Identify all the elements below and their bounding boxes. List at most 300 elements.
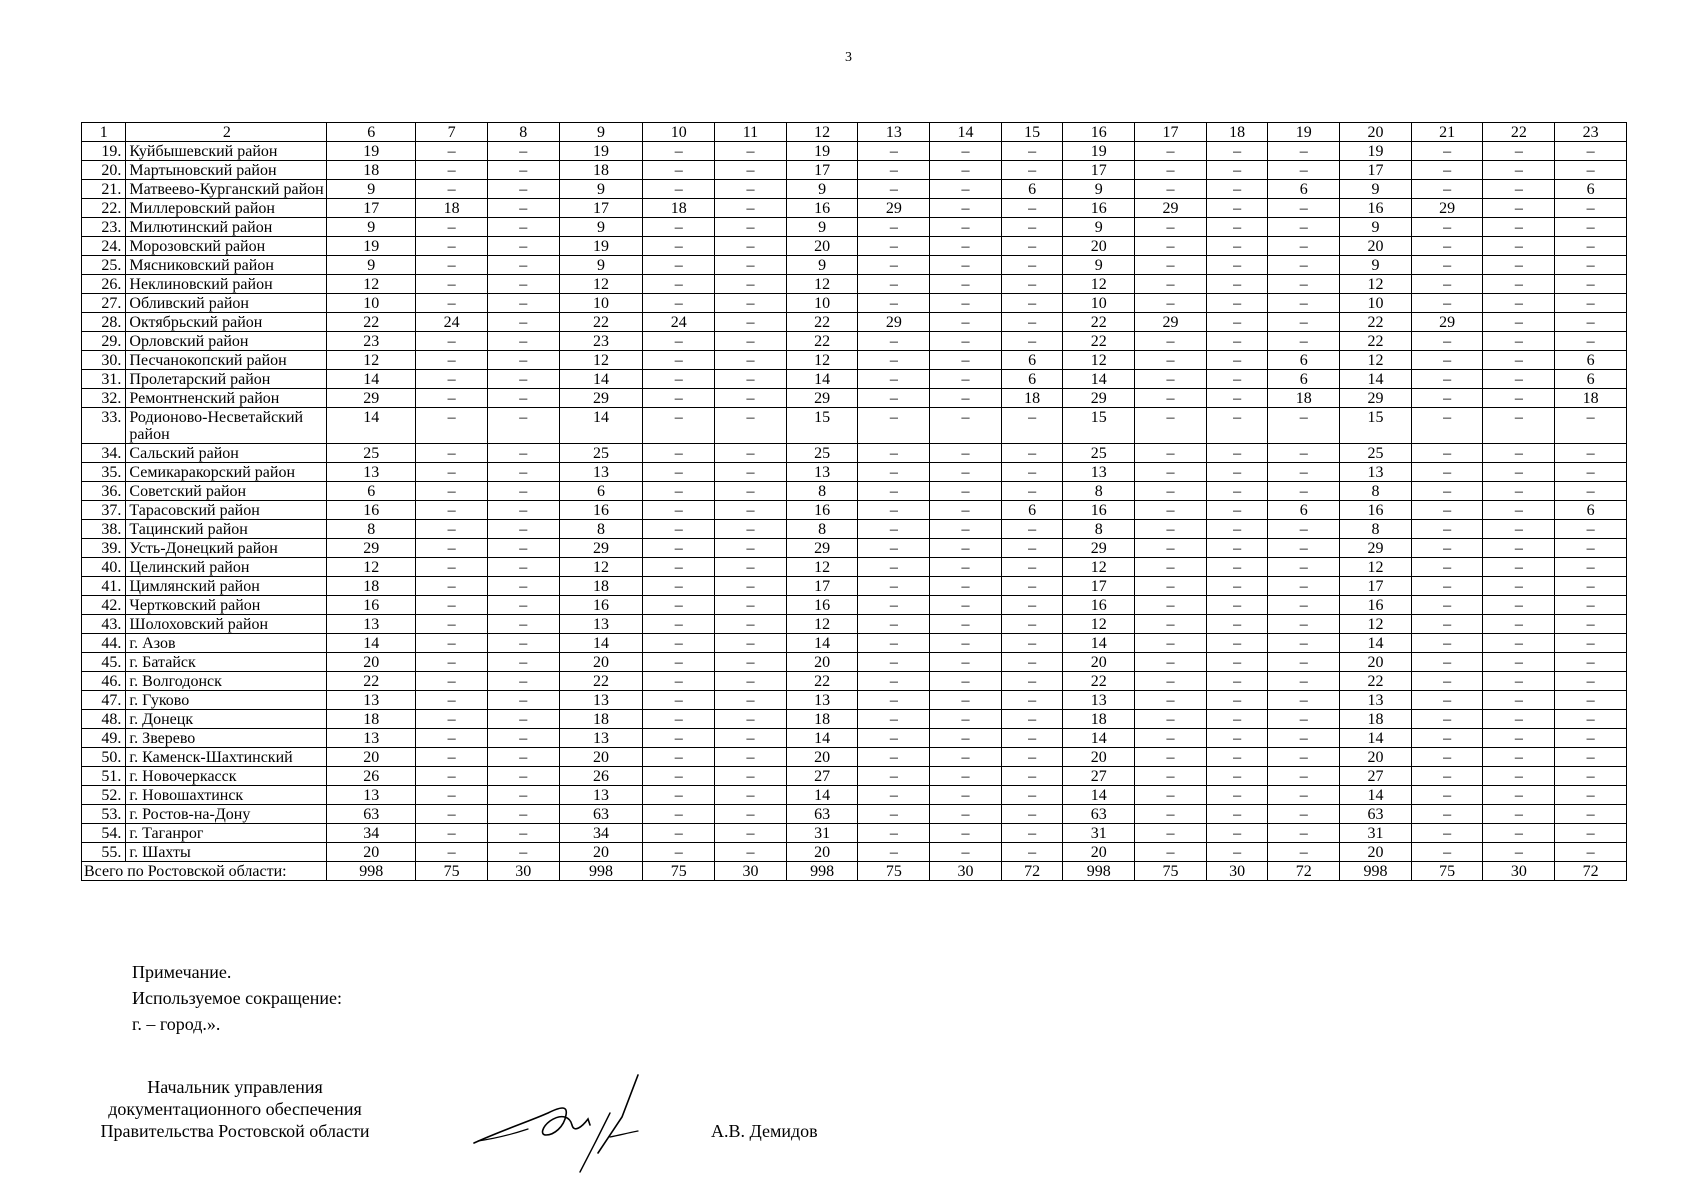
table-cell: – bbox=[1001, 218, 1063, 237]
table-cell: – bbox=[1206, 351, 1268, 370]
table-row bbox=[82, 786, 1627, 805]
table-cell: 29 bbox=[327, 389, 416, 408]
table-cell: 27 bbox=[1340, 767, 1412, 786]
table-cell: – bbox=[858, 710, 930, 729]
table-cell: – bbox=[930, 237, 1002, 256]
row-number: 35. bbox=[82, 463, 126, 482]
column-header: 16 bbox=[1063, 123, 1135, 142]
total-row bbox=[82, 862, 1627, 881]
row-number: 51. bbox=[82, 767, 126, 786]
table-cell: – bbox=[1206, 180, 1268, 199]
row-number: 29. bbox=[82, 332, 126, 351]
table-cell: – bbox=[643, 275, 715, 294]
table-cell: – bbox=[715, 501, 787, 520]
table-cell: – bbox=[1135, 161, 1207, 180]
table-cell: 13 bbox=[327, 729, 416, 748]
table-cell: – bbox=[1483, 577, 1555, 596]
column-header: 12 bbox=[786, 123, 858, 142]
table-cell: – bbox=[643, 786, 715, 805]
table-cell: – bbox=[715, 444, 787, 463]
table-cell: 13 bbox=[1063, 463, 1135, 482]
table-cell: – bbox=[1206, 615, 1268, 634]
table-cell: 10 bbox=[1340, 294, 1412, 313]
table-cell: – bbox=[930, 501, 1002, 520]
table-cell: 13 bbox=[786, 691, 858, 710]
table-row bbox=[82, 408, 1627, 444]
table-cell: – bbox=[487, 482, 559, 501]
table-cell: 20 bbox=[786, 237, 858, 256]
table-cell: – bbox=[1555, 786, 1627, 805]
table-cell: 20 bbox=[1340, 653, 1412, 672]
table-row bbox=[82, 710, 1627, 729]
table-cell: – bbox=[1411, 256, 1483, 275]
table-cell: – bbox=[1555, 408, 1627, 444]
table-cell: – bbox=[715, 161, 787, 180]
table-cell: 12 bbox=[1063, 558, 1135, 577]
district-name: г. Донецк bbox=[126, 710, 327, 729]
total-cell: 75 bbox=[1411, 862, 1483, 881]
table-cell: – bbox=[858, 824, 930, 843]
table-cell: – bbox=[858, 501, 930, 520]
district-name: Усть-Донецкий район bbox=[126, 539, 327, 558]
table-cell: – bbox=[643, 596, 715, 615]
table-cell: – bbox=[1135, 710, 1207, 729]
total-cell: 72 bbox=[1268, 862, 1340, 881]
table-cell: – bbox=[715, 351, 787, 370]
table-cell: – bbox=[1001, 482, 1063, 501]
table-cell: – bbox=[1555, 710, 1627, 729]
table-cell: – bbox=[1001, 332, 1063, 351]
district-name: г. Зверево bbox=[126, 729, 327, 748]
table-cell: 34 bbox=[327, 824, 416, 843]
table-cell: 16 bbox=[327, 596, 416, 615]
table-cell: 29 bbox=[1340, 539, 1412, 558]
table-cell: 14 bbox=[559, 634, 643, 653]
table-cell: 14 bbox=[559, 408, 643, 444]
table-cell: – bbox=[1206, 577, 1268, 596]
table-cell: – bbox=[487, 389, 559, 408]
table-cell: – bbox=[1268, 653, 1340, 672]
table-cell: – bbox=[1483, 843, 1555, 862]
table-cell: – bbox=[1135, 142, 1207, 161]
table-cell: 18 bbox=[1001, 389, 1063, 408]
table-cell: – bbox=[1411, 634, 1483, 653]
table-cell: – bbox=[858, 275, 930, 294]
table-cell: – bbox=[930, 180, 1002, 199]
district-name: Цимлянский район bbox=[126, 577, 327, 596]
table-cell: – bbox=[487, 577, 559, 596]
district-name: Куйбышевский район bbox=[126, 142, 327, 161]
table-cell: – bbox=[1555, 824, 1627, 843]
table-cell: – bbox=[930, 577, 1002, 596]
total-cell: 72 bbox=[1001, 862, 1063, 881]
table-cell: – bbox=[487, 824, 559, 843]
district-name: г. Ростов-на-Дону bbox=[126, 805, 327, 824]
table-cell: – bbox=[1555, 520, 1627, 539]
table-row bbox=[82, 520, 1627, 539]
table-cell: – bbox=[416, 558, 488, 577]
table-cell: – bbox=[1001, 237, 1063, 256]
table-cell: 63 bbox=[786, 805, 858, 824]
district-name: г. Азов bbox=[126, 634, 327, 653]
table-cell: – bbox=[1483, 142, 1555, 161]
row-number: 23. bbox=[82, 218, 126, 237]
table-cell: 14 bbox=[327, 408, 416, 444]
table-cell: – bbox=[930, 748, 1002, 767]
table-cell: – bbox=[1135, 520, 1207, 539]
table-cell: – bbox=[1206, 142, 1268, 161]
table-cell: 12 bbox=[559, 558, 643, 577]
table-cell: – bbox=[715, 786, 787, 805]
table-cell: – bbox=[715, 558, 787, 577]
table-cell: – bbox=[715, 520, 787, 539]
table-cell: 29 bbox=[786, 389, 858, 408]
table-cell: – bbox=[1206, 843, 1268, 862]
table-cell: 19 bbox=[1340, 142, 1412, 161]
note-abbrev-item: г. – город.». bbox=[132, 1014, 221, 1034]
table-cell: – bbox=[1555, 805, 1627, 824]
table-cell: 29 bbox=[1063, 389, 1135, 408]
table-cell: – bbox=[1001, 653, 1063, 672]
table-cell: – bbox=[1411, 463, 1483, 482]
table-cell: 14 bbox=[786, 786, 858, 805]
table-cell: 20 bbox=[559, 843, 643, 862]
table-cell: – bbox=[1001, 748, 1063, 767]
table-cell: – bbox=[416, 256, 488, 275]
row-number: 38. bbox=[82, 520, 126, 539]
table-row bbox=[82, 748, 1627, 767]
table-cell: – bbox=[416, 634, 488, 653]
table-cell: – bbox=[643, 767, 715, 786]
table-cell: 17 bbox=[1340, 161, 1412, 180]
table-cell: – bbox=[1483, 332, 1555, 351]
table-cell: – bbox=[1411, 843, 1483, 862]
table-cell: 22 bbox=[1063, 313, 1135, 332]
table-cell: – bbox=[1001, 161, 1063, 180]
table-cell: – bbox=[1135, 748, 1207, 767]
table-cell: – bbox=[715, 275, 787, 294]
table-cell: – bbox=[1135, 786, 1207, 805]
table-cell: 9 bbox=[786, 256, 858, 275]
table-cell: 20 bbox=[1340, 237, 1412, 256]
table-cell: 13 bbox=[559, 729, 643, 748]
table-cell: – bbox=[487, 275, 559, 294]
table-cell: 8 bbox=[786, 520, 858, 539]
table-cell: – bbox=[1483, 691, 1555, 710]
row-number: 46. bbox=[82, 672, 126, 691]
table-cell: – bbox=[715, 313, 787, 332]
table-cell: – bbox=[858, 444, 930, 463]
table-cell: – bbox=[858, 389, 930, 408]
table-cell: – bbox=[930, 444, 1002, 463]
table-cell: – bbox=[643, 729, 715, 748]
table-cell: – bbox=[858, 539, 930, 558]
district-name: Матвеево-Курганский район bbox=[126, 180, 327, 199]
table-cell: 6 bbox=[1001, 370, 1063, 389]
row-number: 48. bbox=[82, 710, 126, 729]
table-cell: – bbox=[715, 218, 787, 237]
table-cell: – bbox=[858, 370, 930, 389]
table-cell: – bbox=[487, 748, 559, 767]
table-cell: 31 bbox=[786, 824, 858, 843]
table-cell: 13 bbox=[327, 463, 416, 482]
district-name: Семикаракорский район bbox=[126, 463, 327, 482]
table-cell: – bbox=[930, 408, 1002, 444]
table-cell: 17 bbox=[327, 199, 416, 218]
table-cell: – bbox=[1483, 501, 1555, 520]
table-cell: 13 bbox=[327, 615, 416, 634]
row-number: 20. bbox=[82, 161, 126, 180]
table-cell: – bbox=[715, 748, 787, 767]
table-row bbox=[82, 596, 1627, 615]
district-name: Советский район bbox=[126, 482, 327, 501]
table-cell: – bbox=[643, 370, 715, 389]
table-cell: – bbox=[930, 539, 1002, 558]
table-cell: – bbox=[715, 180, 787, 199]
row-number: 28. bbox=[82, 313, 126, 332]
table-cell: – bbox=[1268, 256, 1340, 275]
table-cell: – bbox=[930, 218, 1002, 237]
table-cell: – bbox=[1483, 596, 1555, 615]
district-name: Ремонтненский район bbox=[126, 389, 327, 408]
table-cell: – bbox=[1555, 275, 1627, 294]
table-cell: 12 bbox=[786, 351, 858, 370]
row-number: 54. bbox=[82, 824, 126, 843]
table-cell: – bbox=[858, 294, 930, 313]
table-cell: – bbox=[715, 389, 787, 408]
page-number: 3 bbox=[845, 50, 852, 65]
table-cell: – bbox=[1001, 596, 1063, 615]
district-name: Мясниковский район bbox=[126, 256, 327, 275]
table-row bbox=[82, 691, 1627, 710]
table-row bbox=[82, 843, 1627, 862]
table-cell: – bbox=[1483, 539, 1555, 558]
table-row bbox=[82, 370, 1627, 389]
table-cell: 14 bbox=[786, 370, 858, 389]
table-cell: 25 bbox=[786, 444, 858, 463]
table-cell: 12 bbox=[1063, 615, 1135, 634]
table-cell: – bbox=[1268, 558, 1340, 577]
table-cell: 16 bbox=[559, 596, 643, 615]
table-cell: – bbox=[1206, 237, 1268, 256]
table-cell: – bbox=[1555, 596, 1627, 615]
table-cell: – bbox=[1268, 539, 1340, 558]
table-cell: – bbox=[715, 729, 787, 748]
table-cell: – bbox=[858, 805, 930, 824]
table-cell: 20 bbox=[1063, 843, 1135, 862]
table-cell: – bbox=[487, 710, 559, 729]
table-cell: 12 bbox=[327, 351, 416, 370]
table-cell: 18 bbox=[1063, 710, 1135, 729]
table-cell: 29 bbox=[327, 539, 416, 558]
table-row bbox=[82, 653, 1627, 672]
district-name: г. Каменск-Шахтинский bbox=[126, 748, 327, 767]
table-cell: – bbox=[643, 558, 715, 577]
table-cell: – bbox=[416, 539, 488, 558]
table-cell: 12 bbox=[327, 558, 416, 577]
table-cell: – bbox=[416, 520, 488, 539]
note-abbrev-label: Используемое сокращение: bbox=[132, 988, 342, 1008]
table-cell: – bbox=[1135, 408, 1207, 444]
table-cell: 10 bbox=[559, 294, 643, 313]
column-header: 22 bbox=[1483, 123, 1555, 142]
table-cell: 18 bbox=[327, 161, 416, 180]
table-cell: – bbox=[1555, 218, 1627, 237]
total-label: Всего по Ростовской области: bbox=[82, 862, 327, 881]
table-cell: – bbox=[416, 615, 488, 634]
table-cell: 9 bbox=[1340, 256, 1412, 275]
table-cell: – bbox=[487, 463, 559, 482]
table-row bbox=[82, 180, 1627, 199]
table-cell: – bbox=[1135, 824, 1207, 843]
table-cell: 14 bbox=[327, 370, 416, 389]
table-cell: 20 bbox=[1340, 843, 1412, 862]
table-cell: – bbox=[416, 501, 488, 520]
table-cell: – bbox=[715, 463, 787, 482]
district-name: г. Гуково bbox=[126, 691, 327, 710]
table-cell: 31 bbox=[1063, 824, 1135, 843]
note-title: Примечание. bbox=[132, 962, 232, 982]
table-cell: – bbox=[487, 767, 559, 786]
table-cell: – bbox=[1555, 142, 1627, 161]
table-cell: – bbox=[858, 161, 930, 180]
table-cell: – bbox=[643, 520, 715, 539]
table-cell: – bbox=[1483, 672, 1555, 691]
table-cell: – bbox=[1001, 313, 1063, 332]
table-cell: – bbox=[1555, 199, 1627, 218]
table-cell: 15 bbox=[1340, 408, 1412, 444]
table-cell: – bbox=[1206, 199, 1268, 218]
table-cell: – bbox=[1411, 653, 1483, 672]
total-cell: 75 bbox=[643, 862, 715, 881]
table-cell: – bbox=[715, 653, 787, 672]
table-cell: 17 bbox=[559, 199, 643, 218]
table-cell: 19 bbox=[1063, 142, 1135, 161]
table-cell: 22 bbox=[327, 672, 416, 691]
table-cell: – bbox=[930, 843, 1002, 862]
table-cell: 63 bbox=[1340, 805, 1412, 824]
table-cell: – bbox=[1268, 577, 1340, 596]
table-cell: 16 bbox=[786, 199, 858, 218]
table-cell: 9 bbox=[1340, 218, 1412, 237]
table-row bbox=[82, 482, 1627, 501]
table-cell: 9 bbox=[786, 218, 858, 237]
table-cell: – bbox=[1206, 767, 1268, 786]
table-cell: – bbox=[1411, 501, 1483, 520]
row-number: 30. bbox=[82, 351, 126, 370]
table-cell: 8 bbox=[1063, 482, 1135, 501]
table-cell: – bbox=[1268, 463, 1340, 482]
table-cell: – bbox=[1268, 408, 1340, 444]
table-cell: – bbox=[1135, 294, 1207, 313]
table-cell: – bbox=[858, 843, 930, 862]
row-number: 25. bbox=[82, 256, 126, 275]
table-cell: 19 bbox=[786, 142, 858, 161]
table-cell: 26 bbox=[559, 767, 643, 786]
table-cell: – bbox=[1411, 444, 1483, 463]
table-cell: – bbox=[1206, 313, 1268, 332]
table-cell: – bbox=[1555, 463, 1627, 482]
table-cell: – bbox=[416, 332, 488, 351]
table-cell: 20 bbox=[1340, 748, 1412, 767]
table-cell: 8 bbox=[1340, 520, 1412, 539]
table-cell: – bbox=[416, 653, 488, 672]
table-cell: – bbox=[1135, 729, 1207, 748]
table-cell: – bbox=[1001, 463, 1063, 482]
table-cell: 6 bbox=[1001, 180, 1063, 199]
table-cell: 29 bbox=[1411, 313, 1483, 332]
table-cell: 22 bbox=[559, 313, 643, 332]
table-cell: – bbox=[930, 653, 1002, 672]
table-cell: – bbox=[1001, 408, 1063, 444]
table-cell: 25 bbox=[1340, 444, 1412, 463]
table-row bbox=[82, 539, 1627, 558]
table-cell: – bbox=[858, 463, 930, 482]
table-cell: – bbox=[487, 256, 559, 275]
table-cell: – bbox=[1268, 634, 1340, 653]
table-cell: 9 bbox=[1063, 180, 1135, 199]
table-cell: – bbox=[643, 577, 715, 596]
table-cell: – bbox=[643, 218, 715, 237]
table-cell: 20 bbox=[327, 748, 416, 767]
table-cell: – bbox=[643, 351, 715, 370]
table-cell: – bbox=[930, 256, 1002, 275]
table-cell: – bbox=[487, 294, 559, 313]
column-header: 11 bbox=[715, 123, 787, 142]
table-cell: – bbox=[416, 691, 488, 710]
table-cell: – bbox=[1001, 767, 1063, 786]
column-header: 21 bbox=[1411, 123, 1483, 142]
table-cell: – bbox=[1268, 805, 1340, 824]
table-cell: – bbox=[416, 729, 488, 748]
table-cell: 31 bbox=[1340, 824, 1412, 843]
table-cell: 22 bbox=[786, 313, 858, 332]
table-cell: – bbox=[930, 294, 1002, 313]
row-number: 43. bbox=[82, 615, 126, 634]
row-number: 26. bbox=[82, 275, 126, 294]
table-cell: – bbox=[1411, 539, 1483, 558]
table-row bbox=[82, 805, 1627, 824]
table-row bbox=[82, 463, 1627, 482]
table-cell: – bbox=[1483, 729, 1555, 748]
table-cell: 29 bbox=[1063, 539, 1135, 558]
table-cell: – bbox=[416, 275, 488, 294]
table-cell: – bbox=[643, 444, 715, 463]
table-cell: 22 bbox=[327, 313, 416, 332]
total-cell: 30 bbox=[930, 862, 1002, 881]
signatory-position-line: Начальник управления bbox=[147, 1077, 323, 1097]
table-cell: – bbox=[1483, 482, 1555, 501]
total-cell: 75 bbox=[416, 862, 488, 881]
table-cell: – bbox=[930, 672, 1002, 691]
table-cell: 12 bbox=[1063, 275, 1135, 294]
table-cell: – bbox=[715, 843, 787, 862]
total-cell: 30 bbox=[1483, 862, 1555, 881]
table-cell: – bbox=[1483, 256, 1555, 275]
table-cell: 14 bbox=[1340, 634, 1412, 653]
row-number: 44. bbox=[82, 634, 126, 653]
table-cell: 12 bbox=[786, 615, 858, 634]
table-cell: – bbox=[1411, 389, 1483, 408]
table-cell: – bbox=[715, 332, 787, 351]
table-cell: – bbox=[1135, 218, 1207, 237]
district-name: Целинский район bbox=[126, 558, 327, 577]
table-cell: – bbox=[643, 653, 715, 672]
table-cell: – bbox=[1411, 615, 1483, 634]
table-cell: – bbox=[1206, 672, 1268, 691]
table-cell: 18 bbox=[559, 161, 643, 180]
table-cell: – bbox=[487, 672, 559, 691]
